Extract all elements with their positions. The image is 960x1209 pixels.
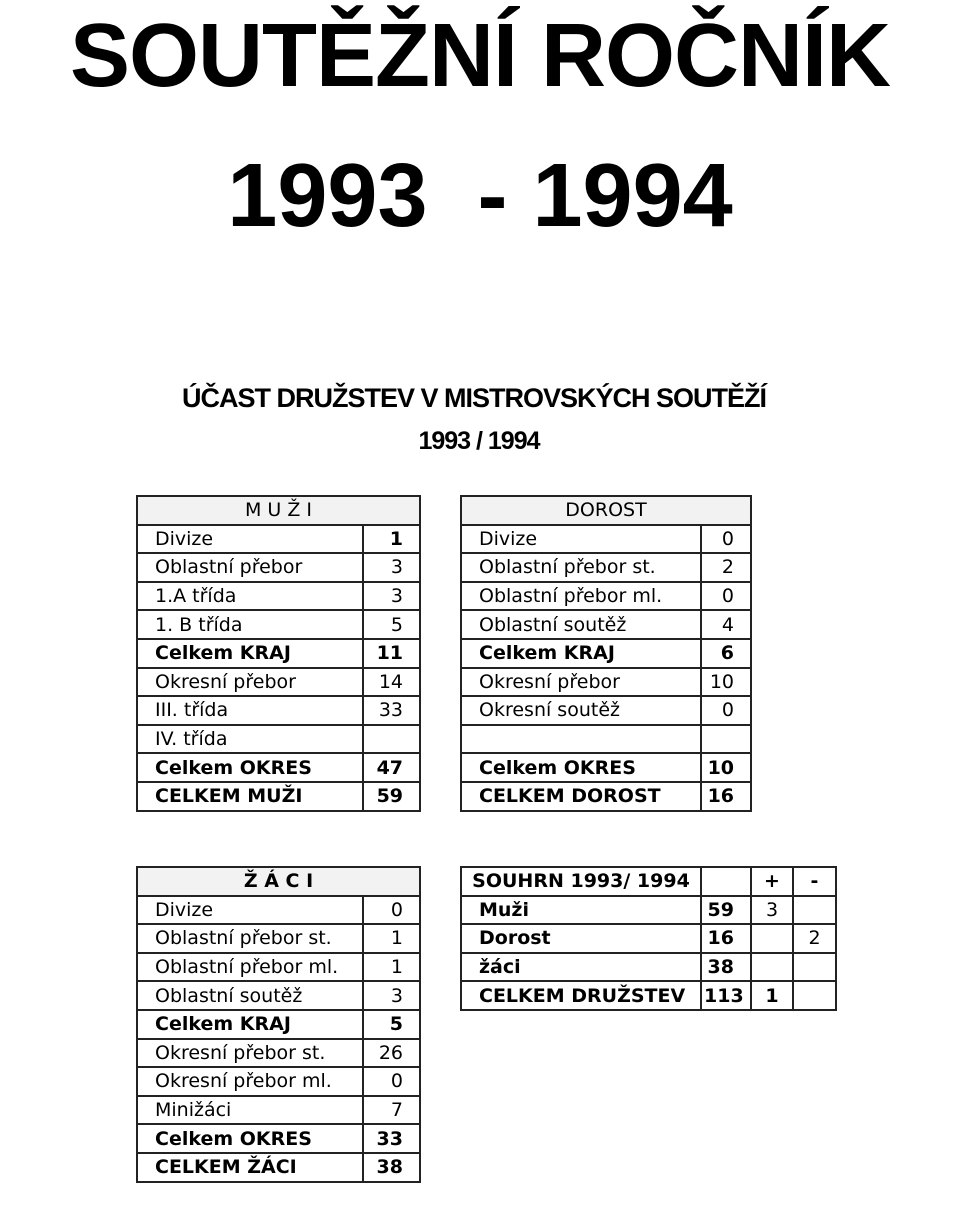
table-row bbox=[137, 525, 420, 554]
row-label: Oblastní soutěž bbox=[137, 981, 363, 1010]
table-row bbox=[137, 582, 420, 611]
table-row bbox=[461, 696, 751, 725]
row-label: III. třída bbox=[137, 696, 363, 725]
table-row bbox=[137, 725, 420, 754]
muzi-header: M U Ž I bbox=[137, 496, 420, 525]
dorost-table bbox=[460, 495, 752, 812]
row-label: Okresní přebor st. bbox=[137, 1039, 363, 1068]
row-value: 6 bbox=[701, 639, 751, 668]
row-label: CELKEM DRUŽSTEV bbox=[461, 981, 701, 1010]
row-value: 5 bbox=[363, 610, 420, 639]
table-row bbox=[137, 981, 420, 1010]
table-row bbox=[461, 896, 836, 925]
row-value: 1 bbox=[363, 953, 420, 982]
table-row bbox=[461, 553, 751, 582]
muzi-table bbox=[136, 495, 421, 812]
table-header-row bbox=[461, 867, 836, 896]
table-row bbox=[137, 696, 420, 725]
row-plus: 1 bbox=[751, 981, 793, 1010]
table-row bbox=[137, 1096, 420, 1125]
plus-header: + bbox=[751, 867, 793, 896]
row-value: 14 bbox=[363, 668, 420, 697]
row-label: Celkem OKRES bbox=[461, 753, 701, 782]
row-label: Oblastní přebor ml. bbox=[137, 953, 363, 982]
row-value: 0 bbox=[363, 1067, 420, 1096]
row-value: 113 bbox=[701, 981, 751, 1010]
row-label: Oblastní přebor bbox=[137, 553, 363, 582]
row-label: CELKEM MUŽI bbox=[137, 782, 363, 811]
row-value: 0 bbox=[701, 525, 751, 554]
row-value: 3 bbox=[363, 553, 420, 582]
row-label: Oblastní přebor ml. bbox=[461, 582, 701, 611]
row-value: 10 bbox=[701, 668, 751, 697]
minus-header: - bbox=[793, 867, 836, 896]
table-row bbox=[137, 1010, 420, 1039]
section-subtitle: ÚČAST DRUŽSTEV V MISTROVSKÝCH SOUTĚŽÍ bbox=[181, 383, 767, 413]
row-value bbox=[363, 725, 420, 754]
table-header-row bbox=[137, 867, 420, 896]
row-value: 0 bbox=[701, 696, 751, 725]
row-value: 38 bbox=[363, 1153, 420, 1182]
row-minus bbox=[793, 981, 836, 1010]
row-label: Muži bbox=[461, 896, 701, 925]
table-row bbox=[137, 1039, 420, 1068]
row-label: Divize bbox=[461, 525, 701, 554]
row-value: 3 bbox=[363, 981, 420, 1010]
row-label: Minižáci bbox=[137, 1096, 363, 1125]
row-label: Divize bbox=[137, 896, 363, 925]
table-row bbox=[137, 639, 420, 668]
table-row bbox=[137, 1067, 420, 1096]
row-value: 7 bbox=[363, 1096, 420, 1125]
table-row bbox=[137, 953, 420, 982]
row-label: Oblastní přebor st. bbox=[461, 553, 701, 582]
row-value: 33 bbox=[363, 696, 420, 725]
table-row bbox=[461, 639, 751, 668]
table-row bbox=[137, 924, 420, 953]
row-label: Oblastní soutěž bbox=[461, 610, 701, 639]
row-value: 26 bbox=[363, 1039, 420, 1068]
row-plus bbox=[751, 924, 793, 953]
row-value: 3 bbox=[363, 582, 420, 611]
row-value: 10 bbox=[701, 753, 751, 782]
table-row bbox=[137, 610, 420, 639]
table-row bbox=[461, 610, 751, 639]
row-plus bbox=[751, 953, 793, 982]
table-row bbox=[461, 782, 751, 811]
row-label: Okresní přebor bbox=[461, 668, 701, 697]
table-row bbox=[461, 668, 751, 697]
row-label: 1. B třída bbox=[137, 610, 363, 639]
row-value: 16 bbox=[701, 924, 751, 953]
table-row bbox=[461, 753, 751, 782]
row-value: 4 bbox=[701, 610, 751, 639]
row-value: 5 bbox=[363, 1010, 420, 1039]
row-label: Celkem KRAJ bbox=[137, 639, 363, 668]
row-label: 1.A třída bbox=[137, 582, 363, 611]
section-subtitle-year: 1993 / 1994 bbox=[418, 427, 540, 455]
row-label: Okresní soutěž bbox=[461, 696, 701, 725]
row-value bbox=[701, 725, 751, 754]
row-value: 38 bbox=[701, 953, 751, 982]
row-minus bbox=[793, 953, 836, 982]
row-value: 47 bbox=[363, 753, 420, 782]
table-header-row bbox=[461, 496, 751, 525]
page-title: SOUTĚŽNÍ ROČNÍK bbox=[69, 6, 890, 106]
row-label: Celkem KRAJ bbox=[461, 639, 701, 668]
table-row bbox=[137, 1124, 420, 1153]
table-row bbox=[137, 668, 420, 697]
zaci-header: Ž Á C I bbox=[137, 867, 420, 896]
row-value: 59 bbox=[363, 782, 420, 811]
row-label: žáci bbox=[461, 953, 701, 982]
row-value: 11 bbox=[363, 639, 420, 668]
table-row bbox=[137, 753, 420, 782]
table-row bbox=[137, 782, 420, 811]
row-label: Okresní přebor bbox=[137, 668, 363, 697]
row-minus bbox=[793, 896, 836, 925]
row-label: Dorost bbox=[461, 924, 701, 953]
row-label: Oblastní přebor st. bbox=[137, 924, 363, 953]
row-label: Celkem OKRES bbox=[137, 753, 363, 782]
row-label: Celkem KRAJ bbox=[137, 1010, 363, 1039]
souhrn-header: SOUHRN 1993/ 1994 bbox=[461, 867, 701, 896]
row-label: CELKEM ŽÁCI bbox=[137, 1153, 363, 1182]
row-value: 0 bbox=[701, 582, 751, 611]
souhrn-table bbox=[460, 866, 837, 1011]
table-row bbox=[137, 553, 420, 582]
row-value: 1 bbox=[363, 525, 420, 554]
zaci-table bbox=[136, 866, 421, 1183]
season-years: 1993 - 1994 bbox=[227, 146, 733, 246]
row-value: 16 bbox=[701, 782, 751, 811]
row-value: 1 bbox=[363, 924, 420, 953]
row-value: 59 bbox=[701, 896, 751, 925]
row-value: 33 bbox=[363, 1124, 420, 1153]
row-label: Celkem OKRES bbox=[137, 1124, 363, 1153]
row-value: 0 bbox=[363, 896, 420, 925]
table-row bbox=[461, 725, 751, 754]
row-label: IV. třída bbox=[137, 725, 363, 754]
row-label: Divize bbox=[137, 525, 363, 554]
dorost-header: DOROST bbox=[461, 496, 751, 525]
row-label: CELKEM DOROST bbox=[461, 782, 701, 811]
row-label bbox=[461, 725, 701, 754]
table-row bbox=[137, 1153, 420, 1182]
row-value: 2 bbox=[701, 553, 751, 582]
row-minus: 2 bbox=[793, 924, 836, 953]
table-row bbox=[461, 953, 836, 982]
table-row bbox=[461, 582, 751, 611]
table-row bbox=[461, 924, 836, 953]
table-row bbox=[137, 896, 420, 925]
table-row bbox=[461, 981, 836, 1010]
table-header-row bbox=[137, 496, 420, 525]
row-plus: 3 bbox=[751, 896, 793, 925]
row-label: Okresní přebor ml. bbox=[137, 1067, 363, 1096]
table-row bbox=[461, 525, 751, 554]
